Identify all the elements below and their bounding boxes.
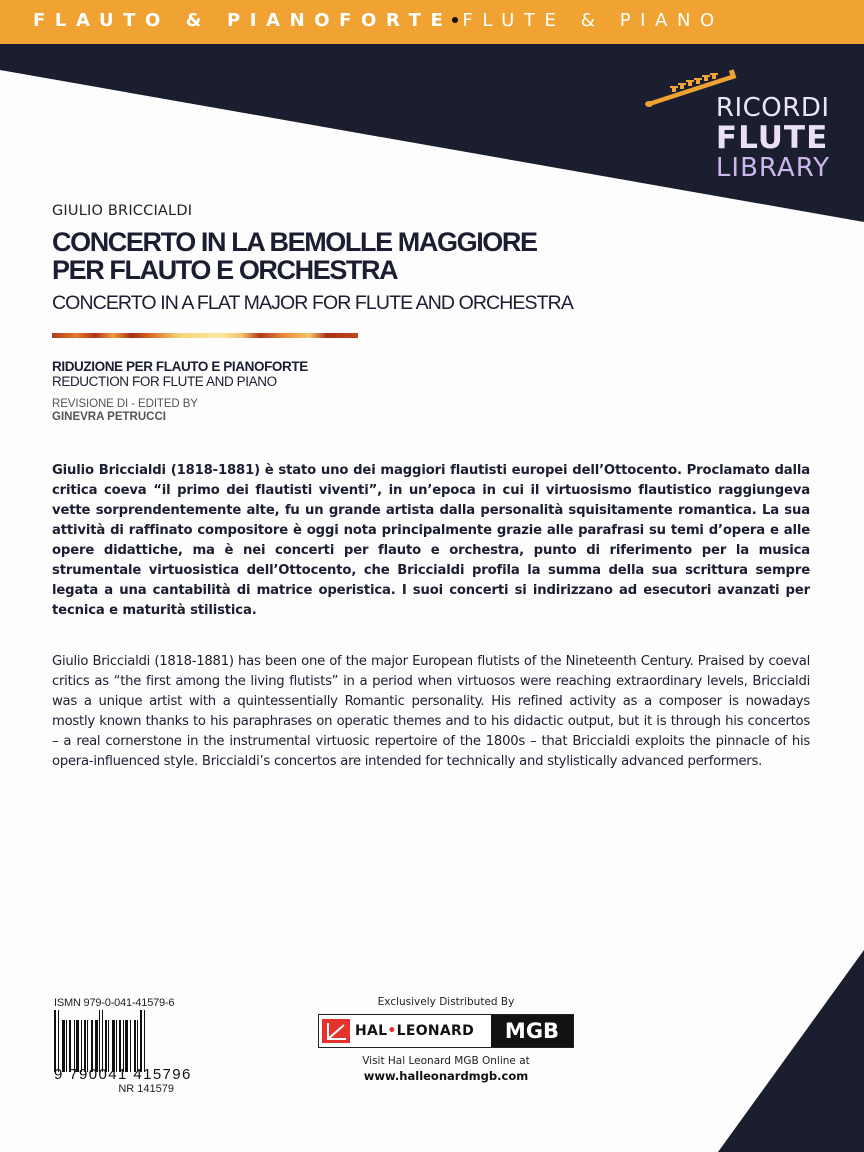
barcode-digits: 9 790041 415796 [54, 1066, 192, 1083]
composer-name: GIULIO BRICCIALDI [52, 203, 193, 219]
mgb-wordmark: MGB [491, 1015, 573, 1047]
title-line-2: PER FLAUTO E ORCHESTRA [52, 255, 398, 285]
hal-leonard-wordmark: HAL•LEONARD [355, 1023, 475, 1039]
title-line-1: CONCERTO IN LA BEMOLLE MAGGIORE [52, 227, 537, 257]
reduction-english: REDUCTION FOR FLUTE AND PIANO [52, 374, 277, 389]
bullet-separator-icon [452, 17, 458, 23]
distributor-url[interactable]: www.halleonardmgb.com [363, 1069, 529, 1083]
barcode-image [54, 1012, 184, 1072]
logo-library: LIBRARY [715, 153, 830, 183]
distributor-block [316, 996, 576, 1083]
reduction-italian: RIDUZIONE PER FLAUTO E PIANOFORTE [52, 359, 308, 374]
ricordi-flute-library-logo [716, 93, 830, 183]
logo-flute: FLUTE [715, 120, 829, 156]
decorative-divider [52, 333, 358, 338]
series-header-bar [0, 0, 864, 44]
work-title-english: CONCERTO IN A FLAT MAJOR FOR FLUTE AND ORCHESTRA [52, 292, 573, 314]
hal-leonard-mgb-logo [318, 1014, 574, 1048]
visit-online-text: Visit Hal Leonard MGB Online at [362, 1055, 530, 1067]
catalog-number: NR 141579 [118, 1083, 174, 1095]
logo-ricordi: RICORDI [715, 93, 830, 123]
editor-name: GINEVRA PETRUCCI [52, 411, 166, 423]
ismn-label: ISMN 979-0-041-41579-6 [54, 997, 175, 1009]
work-title-italian [52, 228, 537, 284]
description-english: Giulio Briccialdi (1818-1881) has been one of the major European flutists of the Nineteenth Century. Praised by coeval critics as “the first among the living flutists” in a period when virtuosos were reaching extraordinary levels, Briccialdi was a unique artist with a quintessentially Romantic personality. His refined activity as a composer is nowadays mostly known thanks to his paraphrases on operatic themes and to his didactic output, but it is through his concertos – a real cornerstone in the instrumental virtuosic repertoire of the 1800s – that Briccialdi exploits the pinnacle of his opera-influenced style. Briccialdi’s concertos are intended for technically and stylistically advanced performers. [52, 654, 810, 769]
description-italian: Giulio Briccialdi (1818-1881) è stato uno dei maggiori flautisti europei dell’Ottocento. Proclamato dalla critica coeva “il primo dei flautisti viventi”, in un’epoca in cui il virtuosismo flautistico raggiungeva vette sorprendentemente alte, fu un grande artista dalla personalità squisitamente romantica. La sua attività di raffinato compositore è oggi nota principalmente grazie alle parafrasi su temi d’opera e alle opere didattiche, ma è nei concerti per flauto e orchestra, punto di riferimento per la musica strumentale virtuosistica dell’Ottocento, che Briccialdi profila la summa della sua scrittura sempre legata a una cantabilità di matrice operistica. I suoi concerti si indirizzano ad esecutori avanzati per tecnica e maturità stilistica. [52, 463, 810, 618]
series-title-english: FLUTE & PIANO [462, 10, 724, 31]
series-title-italian: FLAUTO & PIANOFORTE [33, 10, 453, 31]
hal-leonard-mark-icon [322, 1019, 350, 1043]
barcode-block [54, 997, 192, 1095]
distributor-label: Exclusively Distributed By [377, 996, 515, 1008]
series-title [33, 10, 724, 31]
edited-by-label: REVISIONE DI - EDITED BY [52, 398, 198, 410]
